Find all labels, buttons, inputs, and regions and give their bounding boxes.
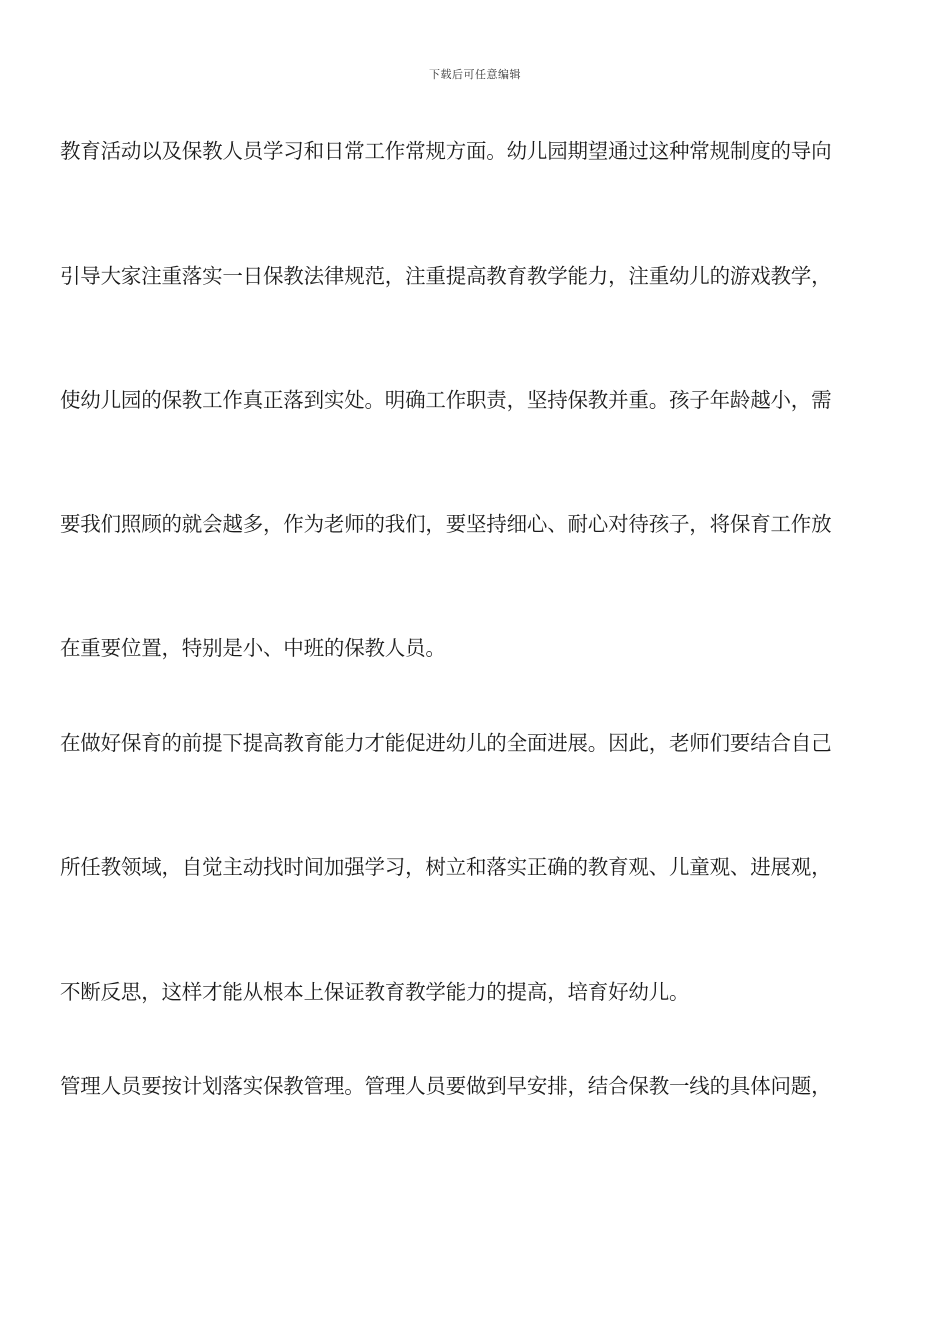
text-line: 使幼儿园的保教工作真正落到实处。明确工作职责，坚持保教并重。孩子年龄越小，需	[60, 388, 832, 412]
text-line: 在重要位置，特别是小、中班的保教人员。	[60, 636, 446, 660]
text-line: 所任教领域，自觉主动找时间加强学习，树立和落实正确的教育观、儿童观、进展观，	[60, 855, 832, 879]
text-line: 引导大家注重落实一日保教法律规范，注重提高教育教学能力，注重幼儿的游戏教学，	[60, 264, 832, 288]
text-line: 教育活动以及保教人员学习和日常工作常规方面。幼儿园期望通过这种常规制度的导向	[60, 139, 832, 163]
page-header-caption: 下载后可任意编辑	[429, 68, 521, 81]
text-line: 管理人员要按计划落实保教管理。管理人员要做到早安排，结合保教一线的具体问题，	[60, 1074, 832, 1098]
text-line: 不断反思，这样才能从根本上保证教育教学能力的提高，培育好幼儿。	[60, 980, 690, 1004]
text-line: 在做好保育的前提下提高教育能力才能促进幼儿的全面进展。因此，老师们要结合自己	[60, 731, 832, 755]
text-line: 要我们照顾的就会越多，作为老师的我们，要坚持细心、耐心对待孩子，将保育工作放	[60, 512, 832, 536]
